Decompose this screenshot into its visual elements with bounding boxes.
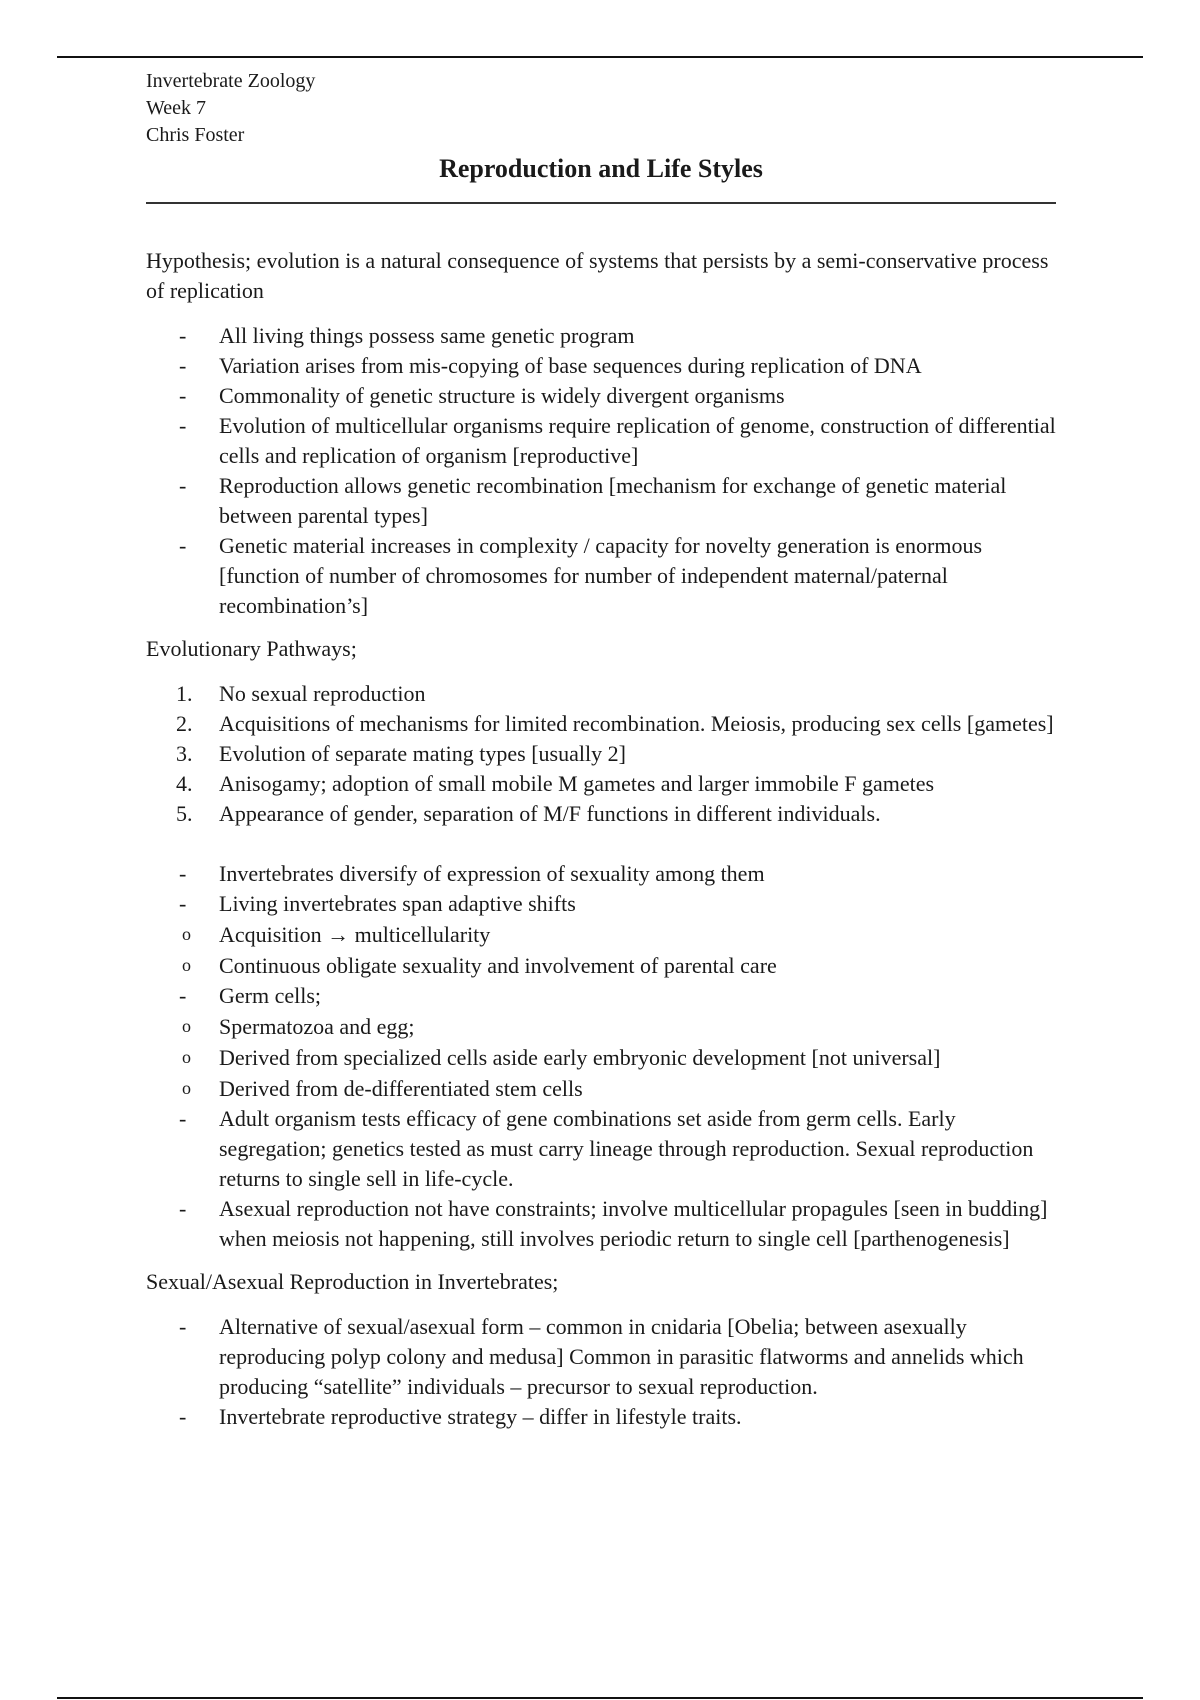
list-item [146,381,1056,411]
author-name: Chris Foster [146,124,245,146]
list-item [146,1104,1056,1194]
dash-marker: - [179,413,187,438]
dash-marker: - [179,861,187,886]
sub-list-item [146,1011,1056,1042]
list-item [146,1402,1056,1432]
dash-marker: - [179,983,187,1008]
document-body [146,68,1056,1432]
sub-list-item [146,1042,1056,1073]
number-marker: 1. [176,681,193,706]
page-top-rule [57,56,1143,58]
list-item-text: Derived from de-differentiated stem cells [219,1076,583,1101]
dash-marker: - [179,323,187,348]
circle-marker: o [182,924,191,944]
circle-marker: o [182,955,191,975]
list-item [146,981,1056,1104]
list-item-text: No sexual reproduction [219,681,426,706]
list-item-text: Adult organism tests efficacy of gene combinations set aside from germ cells. Early segregation; genetics tested as must carry lineage through reproduction. Sexual reproduction returns to single sell in life-cycle. [219,1106,1034,1191]
list-item [146,679,1056,709]
list-item [146,531,1056,621]
list-item-text: Anisogamy; adoption of small mobile M gametes and larger immobile F gametes [219,771,935,796]
number-marker: 2. [176,711,193,736]
dash-marker: - [179,1404,187,1429]
list-item-text: Living invertebrates span adaptive shifts [219,891,576,916]
list-item [146,471,1056,531]
list-item-text: Continuous obligate sexuality and involvement of parental care [219,953,777,978]
dash-marker: - [179,1196,187,1221]
list-item-text: Reproduction allows genetic recombination [mechanism for exchange of genetic material between parental types] [219,473,1007,528]
list-item-text: Asexual reproduction not have constraints; involve multicellular propagules [seen in budding] when meiosis not happening, still involves periodic return to single cell [parthenogenesis] [219,1196,1048,1251]
number-marker: 3. [176,741,193,766]
list-item [146,799,1056,829]
sub-list [182,1011,1056,1104]
list-item-text: Acquisitions of mechanisms for limited recombination. Meiosis, producing sex cells [gametes] [219,711,1054,736]
list-item [146,769,1056,799]
sexual-asexual-bullet-list [146,1312,1056,1432]
circle-marker: o [182,1016,191,1036]
list-item-text: Invertebrates diversify of expression of sexuality among them [219,861,765,886]
course-name: Invertebrate Zoology [146,70,316,92]
dash-marker: - [179,473,187,498]
hypothesis-paragraph: Hypothesis; evolution is a natural consequence of systems that persists by a semi-conservative process of replication [146,248,1049,303]
list-item-text: Commonality of genetic structure is widely divergent organisms [219,383,785,408]
list-item [146,411,1056,471]
number-marker: 4. [176,771,193,796]
list-item [146,859,1056,889]
list-item [146,351,1056,381]
list-item [146,321,1056,351]
pathways-heading: Evolutionary Pathways; [146,636,357,661]
list-item [146,889,1056,981]
title-divider [146,202,1056,204]
sub-list-item [146,919,1056,950]
list-item-text: Spermatozoa and egg; [219,1014,415,1039]
list-item-text: All living things possess same genetic program [219,323,635,348]
notes-bullet-list [146,859,1056,1254]
list-item [146,1194,1056,1254]
pathways-numbered-list [146,679,1056,829]
sub-list-item [146,950,1056,981]
dash-marker: - [179,891,187,916]
dash-marker: - [179,383,187,408]
circle-marker: o [182,1078,191,1098]
page-bottom-rule [57,1697,1143,1699]
list-item [146,709,1056,739]
dash-marker: - [179,533,187,558]
list-item-text: Germ cells; [219,983,322,1008]
list-item-text: Derived from specialized cells aside early embryonic development [not universal] [219,1045,941,1070]
list-item [146,739,1056,769]
number-marker: 5. [176,801,193,826]
document-title: Reproduction and Life Styles [439,154,763,183]
list-item-text: Variation arises from mis-copying of base sequences during replication of DNA [219,353,922,378]
dash-marker: - [179,1314,187,1339]
dash-marker: - [179,353,187,378]
list-item-text: Invertebrate reproductive strategy – differ in lifestyle traits. [219,1404,742,1429]
dash-marker: - [179,1106,187,1131]
week-label: Week 7 [146,97,207,119]
list-item-text: Evolution of multicellular organisms require replication of genome, construction of differential cells and replication of organism [reproductive] [219,413,1056,468]
list-item-text: Evolution of separate mating types [usually 2] [219,741,626,766]
sexual-asexual-heading: Sexual/Asexual Reproduction in Invertebrates; [146,1269,559,1294]
hypothesis-bullet-list [146,321,1056,621]
sub-list [182,919,1056,981]
list-item [146,1312,1056,1402]
list-item-text: Genetic material increases in complexity / capacity for novelty generation is enormous [function of number of chromosomes for number of independent maternal/paternal recombination’s] [219,533,983,618]
list-item-text: Acquisition → multicellularity [219,922,491,947]
list-item-text: Appearance of gender, separation of M/F functions in different individuals. [219,801,881,826]
circle-marker: o [182,1047,191,1067]
list-item-text: Alternative of sexual/asexual form – common in cnidaria [Obelia; between asexually reproducing polyp colony and medusa] Common in parasitic flatworms and annelids which producing “satellite” individuals – precursor to sexual reproduction. [219,1314,1024,1399]
sub-list-item [146,1073,1056,1104]
